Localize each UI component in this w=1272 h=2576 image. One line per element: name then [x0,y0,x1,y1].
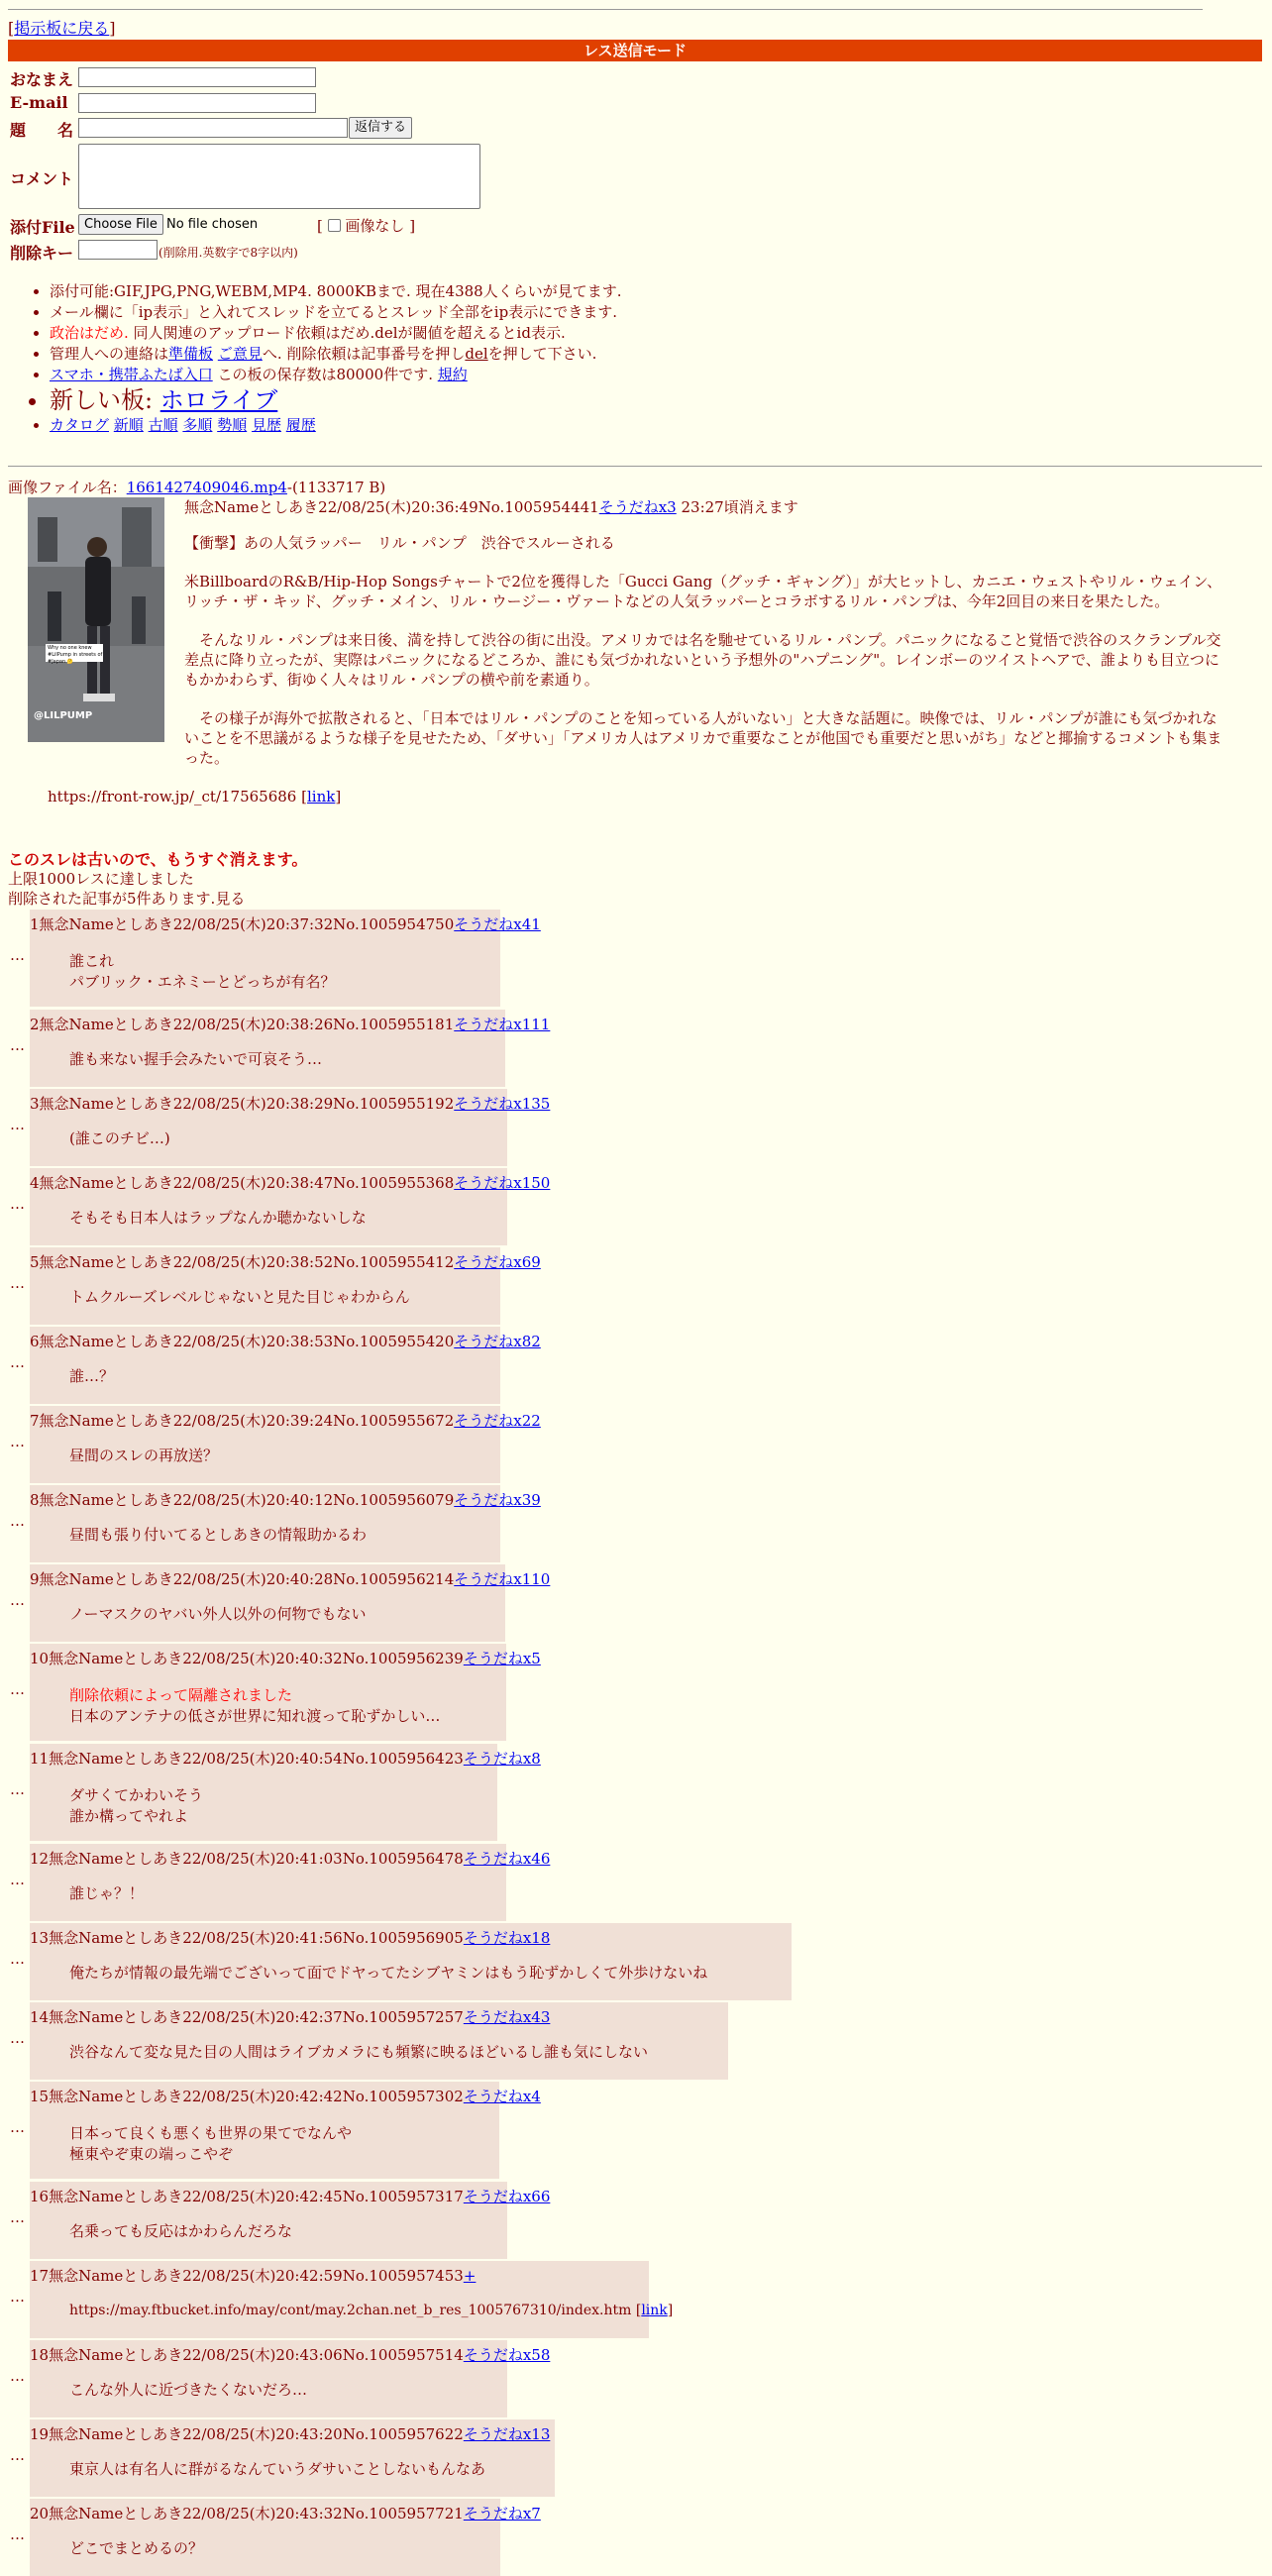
rule-mobile [50,365,1258,385]
sodane-link[interactable]: そうだねx13 [463,2425,551,2443]
reply-post [30,2419,555,2497]
sodane-link[interactable]: そうだねx58 [463,2346,551,2364]
reply-number: 9 [30,1570,40,1588]
reply-body [69,1366,114,1387]
sort-old-link[interactable]: 古順 [148,416,178,434]
reply-post [30,2261,674,2338]
reply-ellipsis: … [10,1195,25,1213]
subject-label: 題 名 [10,121,74,140]
reply-number: 12 [30,1850,50,1868]
reply-ellipsis: … [10,1950,25,1968]
rule-upload: • 添付可能:GIF,JPG,PNG,WEBM,MP4. 8000KBまで. 現在4388人くらいが見てます. [50,281,1258,302]
reply-line: こんな外人に近づきたくないだろ… [69,2381,308,2399]
op-source-link[interactable]: link [306,788,336,805]
reply-post [30,1327,541,1404]
reply-header [30,2086,541,2106]
reply-meta: 無念Nameとしあき22/08/25(木)20:40:54No.1005956423 [49,1750,464,1768]
reply-limit-notice: 上限1000レスに達しました [8,870,194,888]
sodane-link[interactable]: そうだねx66 [463,2188,551,2205]
op-title: 【衝撃】あの人気ラッパー リル・パンプ 渋谷でスルーされる [184,534,615,552]
reply-header [30,1648,541,1668]
reply-post [30,1089,551,1166]
reply-meta: 無念Nameとしあき22/08/25(木)20:37:32No.1005954750 [39,915,455,933]
reply-body [69,1685,440,1727]
reply-meta: 無念Nameとしあき22/08/25(木)20:43:32No.1005957721 [49,2505,464,2522]
no-image-option [317,215,415,236]
reply-meta: 無念Nameとしあき22/08/25(木)20:38:52No.1005955412 [39,1253,455,1271]
reply-ellipsis: … [10,1871,25,1888]
reply-line: 日本のアンテナの低さが世界に知れ渡って恥ずかしい… [69,1707,441,1725]
reply-meta: 無念Nameとしあき22/08/25(木)20:40:12No.1005956079 [39,1491,455,1509]
reply-body [69,2221,292,2242]
delkey-label: 削除キー [10,244,74,263]
comment-textarea[interactable] [78,144,480,209]
op-paragraph-1: 米BillboardのR&B/Hip-Hop Songsチャートで2位を獲得した「Gucci Gang（グッチ・ギャング）」が大ヒットし、カニエ・ウェストやリル・ウェイン、リッチ・ザ・キッド、グッチ・メイン、リル・ウージー・ヴァートなどの人気ラッパーとコラボするリル・パンプは、今年2回目の来日を果たした。 [184,573,1222,610]
reply-post [30,1744,541,1841]
reply-number: 7 [30,1412,40,1430]
reply-header [30,2006,550,2027]
back-to-board-link[interactable]: 掲示板に戻る [14,19,110,38]
reply-header [30,1093,550,1114]
reply-header [30,1410,541,1431]
reply-ellipsis: … [10,1680,25,1698]
reply-number: 8 [30,1491,40,1509]
reply-header [30,1748,541,1769]
sodane-link[interactable]: そうだねx69 [454,1253,541,1271]
thread-divider [8,466,1262,467]
reply-line: ノーマスクのヤバい外人以外の何物でもない [69,1605,367,1623]
comment-label: コメント [10,169,74,188]
reply-header [30,2423,550,2444]
reply-number: 19 [30,2425,50,2443]
reply-ellipsis: … [10,2118,25,2136]
reply-line: トムクルーズレベルじゃないと見た目じゃわからん [69,1288,410,1306]
reply-ellipsis: … [10,2208,25,2226]
reply-url: https://may.ftbucket.info/may/cont/may.2chan.net_b_res_1005767310/index.htm [69,2303,636,2318]
reply-body [69,1963,707,1984]
reply-line: 誰じゃ？！ [69,1884,145,1902]
reply-post [30,910,541,1007]
reply-post [30,1564,551,1642]
board-rules [30,281,1258,436]
reply-header [30,1331,541,1351]
rule-politics [50,323,1258,344]
viewed-history-link[interactable]: 見歴 [251,416,281,434]
sodane-link[interactable]: + [463,2267,477,2285]
street-photo-thumbnail [28,497,164,742]
catalog-link[interactable]: カタログ [50,416,110,434]
op-source [48,787,1224,806]
reply-post [30,1644,541,1741]
del-text: del [465,345,488,363]
back-nav [8,16,116,39]
reply-ellipsis: … [10,1591,25,1609]
reply-meta: 無念Nameとしあき22/08/25(木)20:40:28No.1005956214 [39,1570,455,1588]
name-input[interactable] [78,67,316,87]
reply-body [69,1525,367,1546]
submit-reply-button[interactable]: 返信する [349,117,412,139]
op-source-url: https://front-row.jp/_ct/17565686 [48,788,302,805]
reply-body [69,951,336,993]
reply-body [69,2123,352,2165]
thread-old-warning: このスレは古いので、もうすぐ消えます。 [8,850,308,869]
bracket-close: ] [667,2303,674,2318]
bracket-open: [ [317,217,323,235]
reply-header [30,1489,541,1510]
reply-header [30,1848,550,1869]
file-label: 添付File [10,218,75,237]
reply-ellipsis: … [10,1036,25,1054]
bracket-open: [ [301,788,307,805]
reply-number: 3 [30,1095,40,1113]
reply-line: ダサくてかわいそう [69,1786,204,1804]
reply-number: 10 [30,1650,50,1667]
no-image-checkbox[interactable] [328,219,341,232]
reply-header [30,2265,476,2286]
reply-line: パブリック・エネミーとどっちが有名？ [69,973,336,991]
rule-contact-end: を押して下さい. [487,345,597,363]
reply-ellipsis: … [10,1433,25,1450]
file-size: -(1133717 B) [286,479,386,496]
reply-body [69,1208,367,1229]
reply-post [30,2340,551,2417]
reply-post [30,1406,541,1483]
subject-input[interactable] [78,118,348,138]
reply-number: 1 [30,915,40,933]
rule-ip: • メール欄に「ip表示」と入れてスレッドを立てるとスレッド全部をip表示にできます. [50,302,1258,323]
reply-line: 東京人は有名人に群がるなんていうダサいことしないもんなあ [69,2460,486,2478]
reply-post [30,1010,551,1087]
reply-line: 名乗っても反応はかわらんだろな [69,2222,293,2240]
top-divider [8,9,1203,10]
reply-line: 渋谷なんて変な見た目の人間はライブカメラにも頻繁に映るほどいるし誰も気にしない [69,2043,648,2061]
reply-meta: 無念Nameとしあき22/08/25(木)20:42:59No.1005957453 [49,2267,464,2285]
reply-body [69,2538,203,2559]
reply-header [30,913,541,934]
email-label: E-mail [10,93,68,112]
sodane-link[interactable]: そうだねx4 [463,2088,541,2105]
reply-line: 極東やぞ東の端っこやぞ [69,2145,234,2163]
delkey-note: (削除用.英数字で8字以内) [159,246,298,260]
reply-post [30,1247,541,1325]
reply-body [69,1883,144,1904]
reply-header [30,1251,541,1272]
sort-new-link[interactable]: 新順 [113,416,144,434]
rule-contact-pre: 管理人への連絡は [50,345,169,363]
reply-header [30,1172,550,1193]
reply-url-line [69,2301,673,2321]
bracket-open: [ [8,19,15,38]
reply-line: 誰も来ない握手会みたいで可哀そう… [69,1050,323,1068]
reply-number: 4 [30,1174,40,1192]
reply-ellipsis: … [10,2525,25,2543]
op-expire: 23:27頃消えます [676,498,798,516]
reply-header [30,1014,550,1034]
bracket-open: [ [635,2303,642,2318]
history-link[interactable]: 履歴 [285,416,316,434]
reply-ellipsis: … [10,2029,25,2047]
sodane-link[interactable]: そうだねx110 [454,1570,551,1588]
reply-number: 17 [30,2267,50,2285]
rule-contact-post: へ. 削除依頼は記事番号を押し [262,345,466,363]
sodane-link[interactable]: そうだねx41 [454,915,541,933]
reply-meta: 無念Nameとしあき22/08/25(木)20:38:47No.1005955368 [39,1174,455,1192]
isolated-notice: 削除依頼によって隔離されました [69,1686,293,1704]
reply-ellipsis: … [10,946,25,964]
reply-line: 誰これ [69,952,115,970]
file-name-link[interactable]: 1661427409046.mp4 [126,479,287,496]
reply-meta: 無念Nameとしあき22/08/25(木)20:38:26No.1005955181 [39,1016,455,1033]
reply-ellipsis: … [10,2367,25,2385]
bracket-close: ] [409,217,416,235]
reply-meta: 無念Nameとしあき22/08/25(木)20:40:32No.1005956239 [49,1650,464,1667]
reply-header [30,1568,550,1589]
reply-ellipsis: … [10,2446,25,2464]
reply-post [30,1844,551,1921]
sodane-link[interactable]: そうだねx82 [454,1333,541,1350]
sort-links [50,415,1258,436]
sodane-link[interactable]: そうだねx150 [454,1174,551,1192]
thumb-watermark: @LILPUMP [34,710,93,721]
reply-body [69,1785,203,1827]
deleted-posts-notice[interactable]: 削除された記事が5件あります.見る [8,890,246,908]
sodane-link[interactable]: そうだねx135 [454,1095,551,1113]
new-board-label: 新しい板: [50,386,160,414]
sodane-link[interactable]: そうだねx5 [463,1650,541,1667]
sodane-link[interactable]: そうだねx18 [463,1929,551,1947]
reply-mode-bar: レス送信モード [8,40,1262,61]
bracket-close: ] [335,788,342,805]
sodane-link[interactable]: そうだねx8 [463,1750,541,1768]
reply-url-link[interactable]: link [641,2303,668,2318]
rule-contact [50,344,1258,365]
reply-header [30,2186,550,2206]
hololive-board-link[interactable]: ホロライブ [159,386,278,414]
sodane-link[interactable]: そうだねx22 [454,1412,541,1430]
reply-post [30,2082,541,2179]
file-info-label: 画像ファイル名： [8,479,127,496]
reply-post [30,1485,541,1562]
reply-meta: 無念Nameとしあき22/08/25(木)20:43:20No.1005957622 [49,2425,464,2443]
reply-number: 16 [30,2188,50,2205]
reply-ellipsis: … [10,1353,25,1371]
sort-many-link[interactable]: 多順 [182,416,213,434]
sort-momentum-link[interactable]: 勢順 [217,416,248,434]
thumb-caption: Why no one knew #LilPump in streets of #Japan 🤔 [48,645,103,665]
reply-post [30,2002,728,2080]
reply-ellipsis: … [10,2288,25,2306]
reply-ellipsis: … [10,1274,25,1292]
reply-post [30,2499,541,2576]
reply-body [69,1604,367,1625]
reply-body [69,1446,218,1466]
op-paragraph-3: その様子が海外で拡散されると、「日本ではリル・パンプのことを知っている人がいない」と大きな話題に。映像では、リル・パンプが誰にも気づかれないことを不思議がるような様子を見せたため、「ダサい」「アメリカ人はアメリカで重要なことが他国でも重要だと思いがち」などと揶揄するコメントも集まった。 [184,709,1222,767]
reply-post [30,2182,551,2259]
reply-line: 日本って良くも悪くも世界の果てでなんや [69,2124,353,2142]
reply-line: どこでまとめるの？ [69,2539,204,2557]
choose-file-button[interactable]: Choose File [78,214,163,235]
reply-post [30,1923,792,2000]
no-file-text: No file chosen [166,217,259,232]
feedback-link[interactable]: ご意見 [217,345,263,363]
reply-number: 11 [30,1750,50,1768]
op-sodane-link[interactable]: そうだねx3 [598,498,677,516]
reply-line: 誰…？ [69,1367,115,1385]
mobile-entrance-link[interactable]: スマホ・携帯ふたば入口 [50,366,213,383]
reply-number: 2 [30,1016,40,1033]
reply-meta: 無念Nameとしあき22/08/25(木)20:41:56No.1005956905 [49,1929,464,1947]
prep-board-link[interactable]: 準備板 [168,345,214,363]
bracket-close: ] [109,19,116,38]
reply-line: (誰このチビ…) [69,1129,170,1147]
reply-meta: 無念Nameとしあき22/08/25(木)20:41:03No.1005956478 [49,1850,464,1868]
reply-line: 昼間も張り付いてるとしあきの情報助かるわ [69,1526,368,1544]
reply-body [69,1128,170,1149]
file-info [8,477,385,497]
sodane-link[interactable]: そうだねx39 [454,1491,541,1509]
reply-body [69,2380,307,2401]
rule-politics-red: 政治はだめ. [50,324,129,342]
reply-line: 昼間のスレの再放送？ [69,1447,219,1464]
reply-header [30,2503,541,2523]
reply-number: 13 [30,1929,50,1947]
sodane-link[interactable]: そうだねx43 [463,2008,551,2026]
sodane-link[interactable]: そうだねx46 [463,1850,551,1868]
reply-ellipsis: … [10,1116,25,1133]
reply-ellipsis: … [10,1512,25,1530]
reply-header [30,2344,550,2365]
reply-post [30,1168,551,1245]
delkey-input[interactable] [78,240,158,260]
reply-number: 14 [30,2008,50,2026]
sodane-link[interactable]: そうだねx7 [463,2505,541,2522]
reply-ellipsis: … [10,1780,25,1798]
reply-meta: 無念Nameとしあき22/08/25(木)20:43:06No.1005957514 [49,2346,464,2364]
reply-meta: 無念Nameとしあき22/08/25(木)20:38:53No.1005955420 [39,1333,455,1350]
sodane-link[interactable]: そうだねx111 [454,1016,551,1033]
thread-thumbnail[interactable] [28,497,164,742]
rule-politics-rest: 同人関連のアップロード依頼はだめ.delが閾値を超えるとid表示. [128,324,566,342]
reply-body [69,2301,673,2321]
new-board [50,385,1258,415]
reply-number: 20 [30,2505,50,2522]
reply-number: 5 [30,1253,40,1271]
reply-meta: 無念Nameとしあき22/08/25(木)20:38:29No.1005955192 [39,1095,455,1113]
reply-meta: 無念Nameとしあき22/08/25(木)20:42:45No.1005957317 [49,2188,464,2205]
email-input[interactable] [78,93,316,113]
name-label: おなまえ [10,70,74,89]
no-image-label: 画像なし [345,217,405,235]
reply-body [69,2459,485,2480]
op-header-line [184,497,1224,517]
reply-line: そもそも日本人はラップなんか聴かないしな [69,1209,367,1227]
op-header: 無念Nameとしあき22/08/25(木)20:36:49No.1005954441 [184,498,599,516]
rule-storage: この板の保存数は80000件です. [212,366,438,383]
reply-number: 18 [30,2346,50,2364]
reply-header [30,1927,550,1948]
reply-body [69,2042,648,2063]
reply-body [69,1049,322,1070]
reply-meta: 無念Nameとしあき22/08/25(木)20:42:42No.1005957302 [49,2088,464,2105]
reply-number: 6 [30,1333,40,1350]
op-paragraph-2: そんなリル・パンプは来日後、満を持して渋谷の街に出没。アメリカでは名を馳せているリル・パンプ。パニックになること覚悟で渋谷のスクランブル交差点に降り立ったが、実際はパニックになるどころか、誰にも気づかれないという予想外の"ハプニング"。レインボーのツイストヘアで、誰よりも目立つにもかかわらず、街ゆく人々はリル・パンプの横や前を素通り。 [184,631,1221,689]
terms-link[interactable]: 規約 [437,366,468,383]
reply-line: 誰か構ってやれよ [69,1807,189,1825]
reply-body [69,1287,410,1308]
reply-number: 15 [30,2088,50,2105]
reply-meta: 無念Nameとしあき22/08/25(木)20:39:24No.1005955672 [39,1412,455,1430]
reply-line: 俺たちが情報の最先端でございって面でドヤってたシブヤミンはもう恥ずかしくて外歩けないね [69,1964,708,1982]
reply-meta: 無念Nameとしあき22/08/25(木)20:42:37No.1005957257 [49,2008,464,2026]
